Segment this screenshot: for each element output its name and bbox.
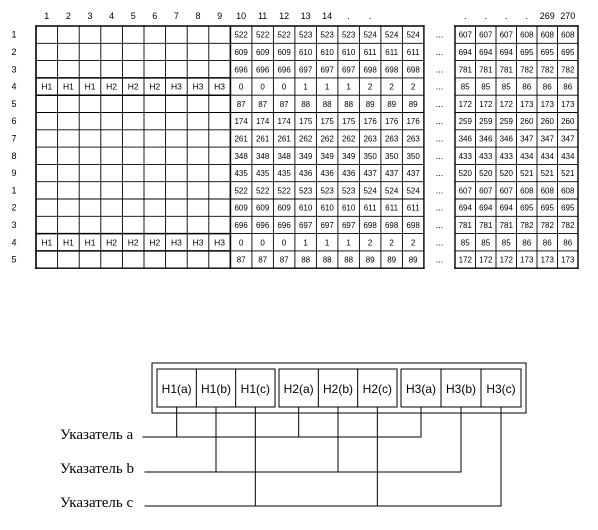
value-cell-text: 2 xyxy=(389,82,394,92)
value-cell-text: 87 xyxy=(279,255,289,265)
ellipsis-text: ... xyxy=(435,81,444,92)
value-cell-text: 2 xyxy=(389,238,394,248)
row-number: 9 xyxy=(11,168,17,179)
value-cell-text: 610 xyxy=(298,203,313,213)
row-number: 8 xyxy=(11,150,17,161)
value-cell-text: 173 xyxy=(561,255,575,265)
value-cell-text: 607 xyxy=(458,30,472,40)
value-cell-text: 695 xyxy=(520,47,534,57)
value-cell-text: 88 xyxy=(301,255,311,265)
value-cell-text: 172 xyxy=(499,99,513,109)
row-number: 1 xyxy=(11,185,17,196)
value-cell-text: 611 xyxy=(406,47,420,57)
hash-cell-label: H3(a) xyxy=(405,382,437,396)
value-cell-text: 434 xyxy=(540,151,554,161)
pointer-diagram xyxy=(143,363,526,506)
value-cell-text: 607 xyxy=(499,30,513,40)
h-cell-text: H1 xyxy=(84,237,96,248)
hash-cell-label: H1(a) xyxy=(161,382,192,396)
value-cell-text: 172 xyxy=(458,99,472,109)
value-cell-text: 609 xyxy=(234,47,248,57)
value-cell-text: 433 xyxy=(499,151,513,161)
value-cell-text: 607 xyxy=(479,30,493,40)
value-cell-text: 0 xyxy=(238,238,244,248)
value-cell-text: 609 xyxy=(277,203,291,213)
value-cell-text: 262 xyxy=(341,134,356,144)
value-cell-text: 86 xyxy=(522,82,532,92)
h-cell-text: H1 xyxy=(84,81,96,92)
value-cell-text: 89 xyxy=(387,99,397,109)
h-cell-text: H1 xyxy=(62,237,74,248)
value-cell-text: 435 xyxy=(277,169,291,179)
column-header: 14 xyxy=(322,11,333,21)
value-cell-text: 520 xyxy=(479,169,493,179)
row-number: 2 xyxy=(11,202,17,213)
value-cell-text: 522 xyxy=(255,186,270,196)
column-header: 6 xyxy=(152,11,158,21)
value-cell-text: 172 xyxy=(499,255,513,265)
value-cell-text: 176 xyxy=(406,117,420,127)
value-cell-text: 85 xyxy=(460,82,470,92)
value-cell-text: 523 xyxy=(320,186,334,196)
value-cell-text: 88 xyxy=(344,255,354,265)
value-cell-text: 608 xyxy=(561,186,575,196)
value-cell-text: 86 xyxy=(563,238,573,248)
value-cell-text: 608 xyxy=(540,186,554,196)
value-cell-text: 781 xyxy=(499,220,513,230)
column-header: . xyxy=(368,11,372,21)
h-cell-text: H2 xyxy=(149,237,161,248)
ellipsis-text: ... xyxy=(435,116,444,127)
h-cell-text: H3 xyxy=(192,237,204,248)
value-cell-text: 347 xyxy=(540,134,554,144)
value-cell-text: 782 xyxy=(520,220,534,230)
value-cell-text: 85 xyxy=(481,82,491,92)
value-cell-text: 698 xyxy=(363,220,377,230)
value-cell-text: 175 xyxy=(341,117,356,127)
value-cell-text: 782 xyxy=(540,220,554,230)
value-cell-text: 608 xyxy=(520,30,534,40)
value-cell-text: 175 xyxy=(298,117,313,127)
value-cell-text: 175 xyxy=(320,117,334,127)
value-cell-text: 261 xyxy=(234,134,248,144)
value-cell-text: 522 xyxy=(277,186,291,196)
value-cell-text: 694 xyxy=(479,203,493,213)
column-header: 8 xyxy=(195,11,201,21)
value-cell-text: 610 xyxy=(320,47,334,57)
row-number: 3 xyxy=(11,64,17,75)
value-cell-text: 697 xyxy=(298,65,313,75)
value-cell-text: 88 xyxy=(301,99,311,109)
value-cell-text: 1 xyxy=(324,238,330,248)
h-cell-text: H3 xyxy=(192,81,204,92)
value-cell-text: 173 xyxy=(520,255,534,265)
value-cell-text: 781 xyxy=(479,65,493,75)
value-cell-text: 347 xyxy=(520,134,534,144)
value-cell-text: 522 xyxy=(255,30,270,40)
value-cell-text: 263 xyxy=(406,134,420,144)
column-header: 13 xyxy=(300,11,311,21)
column-header: 9 xyxy=(217,11,223,21)
h-cell-text: H2 xyxy=(106,237,118,248)
row-number: 5 xyxy=(11,254,17,265)
value-cell-text: 782 xyxy=(520,65,534,75)
value-cell-text: 437 xyxy=(384,169,399,179)
h-cell-text: H2 xyxy=(149,81,161,92)
value-cell-text: 1 xyxy=(303,82,308,92)
value-cell-text: 696 xyxy=(234,220,248,230)
value-cell-text: 350 xyxy=(363,151,377,161)
value-cell-text: 782 xyxy=(561,220,575,230)
row-number: 6 xyxy=(11,116,17,127)
value-cell-text: 781 xyxy=(458,220,472,230)
ellipsis-text: ... xyxy=(435,168,444,179)
value-cell-text: 263 xyxy=(384,134,399,144)
value-cell-text: 607 xyxy=(479,186,493,196)
value-cell-text: 520 xyxy=(458,169,472,179)
value-cell-text: 86 xyxy=(542,238,552,248)
value-cell-text: 348 xyxy=(277,151,291,161)
value-cell-text: 697 xyxy=(298,220,313,230)
row-number: 4 xyxy=(11,237,17,248)
value-cell-text: 694 xyxy=(499,203,513,213)
value-cell-text: 437 xyxy=(363,169,377,179)
row-number: 2 xyxy=(11,46,17,57)
value-cell-text: 523 xyxy=(298,30,313,40)
value-cell-text: 433 xyxy=(458,151,472,161)
column-header: 12 xyxy=(279,11,290,21)
value-cell-text: 697 xyxy=(320,220,334,230)
value-cell-text: 349 xyxy=(320,151,334,161)
value-cell-text: 695 xyxy=(561,47,575,57)
value-cell-text: 85 xyxy=(501,238,511,248)
value-cell-text: 346 xyxy=(458,134,472,144)
value-cell-text: 608 xyxy=(561,30,575,40)
value-cell-text: 173 xyxy=(561,99,575,109)
column-header: . xyxy=(525,11,529,21)
value-cell-text: 694 xyxy=(458,203,472,213)
value-cell-text: 86 xyxy=(522,238,532,248)
value-cell-text: 611 xyxy=(385,47,399,57)
value-cell-text: 522 xyxy=(234,30,248,40)
value-cell-text: 260 xyxy=(540,117,554,127)
ellipsis-text: ... xyxy=(435,185,444,196)
value-cell-text: 698 xyxy=(406,65,420,75)
h-cell-text: H3 xyxy=(214,237,226,248)
value-cell-text: 521 xyxy=(540,169,554,179)
pointer-c-label: Указатель c xyxy=(60,495,134,511)
value-cell-text: 609 xyxy=(234,203,248,213)
value-cell-text: 348 xyxy=(255,151,270,161)
value-cell-text: 262 xyxy=(320,134,334,144)
row-number: 1 xyxy=(11,29,17,40)
value-cell-text: 524 xyxy=(384,30,399,40)
row-number: 4 xyxy=(11,81,17,92)
h-cell-text: H2 xyxy=(106,81,118,92)
ellipsis-text: ... xyxy=(435,254,444,265)
value-cell-text: 435 xyxy=(234,169,248,179)
value-cell-text: 88 xyxy=(322,99,332,109)
value-cell-text: 524 xyxy=(363,30,377,40)
value-cell-text: 260 xyxy=(561,117,575,127)
column-header: . xyxy=(463,11,467,21)
value-cell-text: 523 xyxy=(341,30,356,40)
value-cell-text: 173 xyxy=(520,99,534,109)
value-cell-text: 89 xyxy=(387,255,397,265)
column-header: 1 xyxy=(44,11,50,21)
value-cell-text: 1 xyxy=(324,82,330,92)
value-cell-text: 348 xyxy=(234,151,248,161)
value-cell-text: 610 xyxy=(298,47,313,57)
h-cell-text: H3 xyxy=(214,81,226,92)
column-header: 10 xyxy=(236,11,247,21)
value-cell-text: 1 xyxy=(346,238,351,248)
value-cell-text: 2 xyxy=(410,238,416,248)
value-cell-text: 609 xyxy=(255,203,270,213)
value-cell-text: 0 xyxy=(281,238,287,248)
hash-cell-label: H2(b) xyxy=(322,382,354,396)
h-cell-text: H3 xyxy=(170,237,182,248)
value-cell-text: 346 xyxy=(479,134,493,144)
row-number: 7 xyxy=(11,133,17,144)
value-cell-text: 524 xyxy=(406,30,420,40)
ellipsis-text: ... xyxy=(435,219,444,230)
hash-cell-label: H2(a) xyxy=(283,382,314,396)
value-cell-text: 436 xyxy=(298,169,313,179)
value-cell-text: 611 xyxy=(363,47,377,57)
ellipsis-text: ... xyxy=(435,133,444,144)
value-cell-text: 346 xyxy=(499,134,513,144)
value-cell-text: 520 xyxy=(499,169,513,179)
value-cell-text: 436 xyxy=(341,169,356,179)
value-cell-text: 87 xyxy=(236,255,246,265)
value-cell-text: 611 xyxy=(385,203,399,213)
ellipsis-text: ... xyxy=(435,29,444,40)
column-header: 7 xyxy=(173,11,179,21)
value-cell-text: 85 xyxy=(481,238,491,248)
value-cell-text: 696 xyxy=(277,220,291,230)
value-cell-text: 521 xyxy=(520,169,534,179)
value-cell-text: 172 xyxy=(479,99,493,109)
value-cell-text: 349 xyxy=(341,151,356,161)
value-cell-text: 85 xyxy=(460,238,470,248)
value-cell-text: 87 xyxy=(258,255,268,265)
h-cell-text: H2 xyxy=(127,81,139,92)
value-cell-text: 436 xyxy=(320,169,334,179)
value-cell-text: 88 xyxy=(322,255,332,265)
value-cell-text: 610 xyxy=(341,203,356,213)
pointer-b-label: Указатель b xyxy=(60,461,135,477)
value-cell-text: 172 xyxy=(479,255,493,265)
column-header: 11 xyxy=(257,11,268,21)
value-cell-text: 695 xyxy=(540,203,554,213)
column-header: . xyxy=(347,11,350,21)
row-number: 3 xyxy=(11,219,17,230)
value-cell-text: 523 xyxy=(341,186,356,196)
value-cell-text: 522 xyxy=(234,186,248,196)
ellipsis-text: ... xyxy=(435,237,444,248)
value-cell-text: 259 xyxy=(479,117,493,127)
value-cell-text: 86 xyxy=(563,82,573,92)
value-cell-text: 609 xyxy=(277,47,291,57)
value-cell-text: 350 xyxy=(384,151,399,161)
value-cell-text: 260 xyxy=(520,117,534,127)
value-cell-text: 87 xyxy=(279,99,289,109)
value-cell-text: 89 xyxy=(365,255,375,265)
value-cell-text: 2 xyxy=(367,238,373,248)
h-cell-text: H3 xyxy=(170,81,182,92)
value-cell-text: 695 xyxy=(540,47,554,57)
value-cell-text: 609 xyxy=(255,47,270,57)
value-cell-text: 698 xyxy=(363,65,377,75)
value-cell-text: 349 xyxy=(298,151,313,161)
value-cell-text: 350 xyxy=(406,151,420,161)
column-header: . xyxy=(484,11,488,21)
value-cell-text: 781 xyxy=(458,65,472,75)
value-cell-text: 89 xyxy=(408,99,418,109)
column-header: 3 xyxy=(87,11,93,21)
ellipsis-text: ... xyxy=(435,64,444,75)
value-cell-text: 2 xyxy=(367,82,373,92)
value-cell-text: 0 xyxy=(238,82,244,92)
value-cell-text: 435 xyxy=(255,169,270,179)
value-cell-text: 85 xyxy=(501,82,511,92)
value-cell-text: 88 xyxy=(344,99,354,109)
hash-cell-label: H1(b) xyxy=(200,382,232,396)
value-cell-text: 174 xyxy=(277,117,291,127)
value-cell-text: 611 xyxy=(363,203,377,213)
value-cell-text: 87 xyxy=(236,99,246,109)
value-cell-text: 1 xyxy=(303,238,308,248)
value-cell-text: 781 xyxy=(479,220,493,230)
hash-cell-label: H3(c) xyxy=(486,382,516,396)
memory-grid-table xyxy=(11,11,578,268)
value-cell-text: 173 xyxy=(540,255,554,265)
h-cell-text: H1 xyxy=(41,237,53,248)
value-cell-text: 696 xyxy=(255,220,270,230)
value-cell-text: 176 xyxy=(363,117,377,127)
hash-cell-label: H1(c) xyxy=(240,382,271,396)
value-cell-text: 261 xyxy=(255,134,270,144)
ellipsis-text: ... xyxy=(435,46,444,57)
value-cell-text: 523 xyxy=(320,30,334,40)
hash-cell-label: H3(b) xyxy=(445,382,477,396)
ellipsis-text: ... xyxy=(435,98,444,109)
value-cell-text: 262 xyxy=(298,134,313,144)
value-cell-text: 697 xyxy=(320,65,334,75)
column-header: 5 xyxy=(130,11,136,21)
column-header: 270 xyxy=(560,11,576,21)
value-cell-text: 434 xyxy=(520,151,534,161)
value-cell-text: 434 xyxy=(561,151,575,161)
row-number: 5 xyxy=(11,98,17,109)
value-cell-text: 524 xyxy=(384,186,399,196)
value-cell-text: 89 xyxy=(408,255,418,265)
column-header: . xyxy=(504,11,508,21)
value-cell-text: 86 xyxy=(542,82,552,92)
value-cell-text: 437 xyxy=(406,169,420,179)
value-cell-text: 694 xyxy=(499,47,513,57)
value-cell-text: 522 xyxy=(277,30,291,40)
value-cell-text: 610 xyxy=(341,47,356,57)
value-cell-text: 0 xyxy=(281,82,287,92)
value-cell-text: 174 xyxy=(255,117,270,127)
value-cell-text: 697 xyxy=(341,220,356,230)
value-cell-text: 697 xyxy=(341,65,356,75)
value-cell-text: 782 xyxy=(561,65,575,75)
value-cell-text: 782 xyxy=(540,65,554,75)
column-header: 4 xyxy=(109,11,115,21)
value-cell-text: 89 xyxy=(365,99,375,109)
value-cell-text: 696 xyxy=(234,65,248,75)
value-cell-text: 173 xyxy=(540,99,554,109)
column-header: 269 xyxy=(539,11,555,21)
value-cell-text: 523 xyxy=(298,186,313,196)
value-cell-text: 524 xyxy=(363,186,377,196)
value-cell-text: 698 xyxy=(406,220,420,230)
value-cell-text: 2 xyxy=(410,82,416,92)
value-cell-text: 524 xyxy=(406,186,420,196)
value-cell-text: 259 xyxy=(458,117,472,127)
value-cell-text: 696 xyxy=(277,65,291,75)
value-cell-text: 433 xyxy=(479,151,493,161)
value-cell-text: 607 xyxy=(499,186,513,196)
hash-cell-label: H2(c) xyxy=(362,382,393,396)
value-cell-text: 521 xyxy=(561,169,575,179)
value-cell-text: 695 xyxy=(520,203,534,213)
value-cell-text: 611 xyxy=(406,203,420,213)
value-cell-text: 176 xyxy=(384,117,399,127)
value-cell-text: 610 xyxy=(320,203,334,213)
value-cell-text: 694 xyxy=(479,47,493,57)
h-cell-text: H2 xyxy=(127,237,139,248)
value-cell-text: 695 xyxy=(561,203,575,213)
value-cell-text: 259 xyxy=(499,117,513,127)
value-cell-text: 1 xyxy=(346,82,351,92)
value-cell-text: 781 xyxy=(499,65,513,75)
value-cell-text: 696 xyxy=(255,65,270,75)
value-cell-text: 0 xyxy=(260,82,265,92)
value-cell-text: 172 xyxy=(458,255,472,265)
value-cell-text: 698 xyxy=(384,65,399,75)
ellipsis-text: ... xyxy=(435,150,444,161)
value-cell-text: 87 xyxy=(258,99,268,109)
pointer-a-label: Указатель a xyxy=(60,427,134,443)
ellipsis-text: ... xyxy=(435,202,444,213)
h-cell-text: H1 xyxy=(41,81,53,92)
value-cell-text: 607 xyxy=(458,186,472,196)
value-cell-text: 261 xyxy=(277,134,291,144)
value-cell-text: 174 xyxy=(234,117,248,127)
value-cell-text: 608 xyxy=(540,30,554,40)
value-cell-text: 347 xyxy=(561,134,575,144)
value-cell-text: 608 xyxy=(520,186,534,196)
value-cell-text: 698 xyxy=(384,220,399,230)
value-cell-text: 694 xyxy=(458,47,472,57)
value-cell-text: 263 xyxy=(363,134,377,144)
value-cell-text: 0 xyxy=(260,238,265,248)
column-header: 2 xyxy=(65,11,71,21)
h-cell-text: H1 xyxy=(62,81,74,92)
